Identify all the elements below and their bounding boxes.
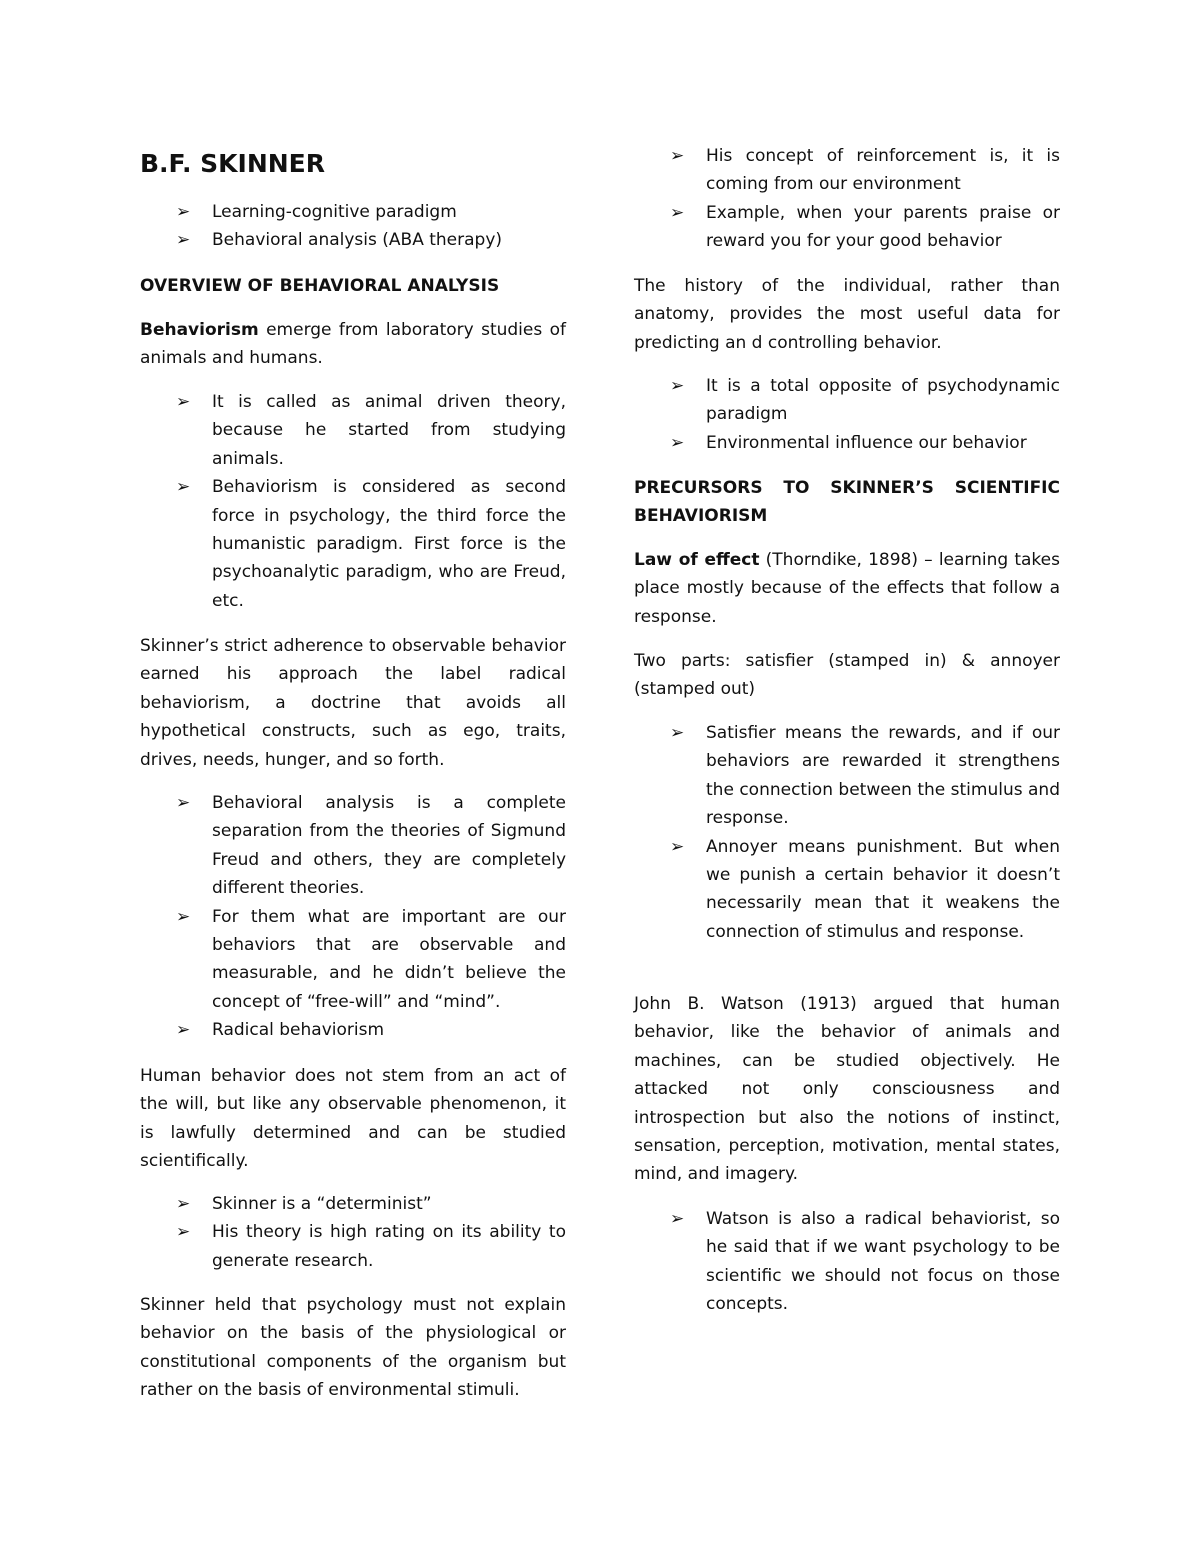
- overview-heading: OVERVIEW OF BEHAVIORAL ANALYSIS: [140, 276, 500, 296]
- arrow-bullet-icon: ➢: [176, 1194, 191, 1214]
- watson-paragraph: John B. Watson (1913) argued that human behavior, like the behavior of animals and machines, can be studied objectively. He attacked not only consciousness and introspection but also the notions of instinct, sensation, perception, motivation, mental states, mind, and imagery.: [634, 994, 1060, 1185]
- two-parts-bullet-list: [634, 719, 1060, 946]
- list-item: ➢ Environmental influence our behavior: [634, 429, 1060, 457]
- list-item: ➢ Learning-cognitive paradigm: [140, 198, 566, 226]
- intro-bullet-list: [140, 198, 566, 255]
- arrow-bullet-icon: ➢: [176, 1020, 191, 1041]
- list-item: ➢ Radical behaviorism: [140, 1016, 566, 1044]
- two-parts-paragraph: Two parts: satisfier (stamped in) & annoyer (stamped out): [634, 651, 1060, 700]
- arrow-bullet-icon: ➢: [176, 1222, 191, 1243]
- history-paragraph: The history of the individual, rather than anatomy, provides the most useful data for predicting an d controlling behavior.: [634, 276, 1060, 353]
- list-item: ➢ Behaviorism is considered as second force in psychology, the third force the humanistic paradigm. First force is the psychoanalytic paradigm, who are Freud, etc.: [140, 473, 566, 615]
- adherence-bullet-list: [140, 789, 566, 1045]
- list-item: ➢ Skinner is a “determinist”: [140, 1190, 566, 1218]
- watson-bullet-list: [634, 1205, 1060, 1319]
- human-bullet-list: [140, 1190, 566, 1275]
- arrow-bullet-icon: ➢: [176, 392, 191, 412]
- behaviorism-bullet-list: [140, 388, 566, 615]
- arrow-bullet-icon: ➢: [670, 146, 685, 166]
- list-item: ➢ It is a total opposite of psychodynamic paradigm: [634, 372, 1060, 429]
- skinner-held-paragraph: Skinner held that psychology must not explain behavior on the basis of the physiological or constitutional components of the organism but rather on the basis of environmental stimuli.: [140, 1295, 566, 1401]
- list-item: ➢ Example, when your parents praise or reward you for your good behavior: [634, 199, 1060, 256]
- arrow-bullet-icon: ➢: [670, 723, 685, 743]
- behaviorism-paragraph: Behaviorism emerge from laboratory studies of animals and humans.: [140, 320, 566, 369]
- arrow-bullet-icon: ➢: [176, 202, 191, 222]
- list-item: ➢ His theory is high rating on its ability to generate research.: [140, 1218, 566, 1275]
- arrow-bullet-icon: ➢: [176, 477, 191, 498]
- list-item: ➢ It is called as animal driven theory, because he started from studying animals.: [140, 388, 566, 473]
- human-behavior-paragraph: Human behavior does not stem from an act of the will, but like any observable phenomenon, it is lawfully determined and can be studied scientifically.: [140, 1066, 566, 1172]
- arrow-bullet-icon: ➢: [670, 202, 685, 223]
- list-item: ➢ For them what are important are our behaviors that are observable and measurable, and he didn’t believe the concept of “free-will” and “mind”.: [140, 903, 566, 1017]
- list-item: ➢ Annoyer means punishment. But when we punish a certain behavior it doesn’t necessarily mean that it weakens the connection of stimulus and response.: [634, 833, 1060, 947]
- list-item: ➢ Behavioral analysis (ABA therapy): [140, 226, 566, 254]
- arrow-bullet-icon: ➢: [670, 836, 685, 857]
- list-item: ➢ Watson is also a radical behaviorist, so he said that if we want psychology to be scientific we should not focus on those concepts.: [634, 1205, 1060, 1319]
- arrow-bullet-icon: ➢: [670, 1209, 685, 1229]
- arrow-bullet-icon: ➢: [670, 376, 685, 396]
- arrow-bullet-icon: ➢: [176, 906, 191, 927]
- law-of-effect-paragraph: Law of effect (Thorndike, 1898) – learning takes place mostly because of the effects that follow a response.: [634, 550, 1060, 627]
- arrow-bullet-icon: ➢: [670, 432, 685, 453]
- arrow-bullet-icon: ➢: [176, 793, 191, 813]
- list-item: ➢ His concept of reinforcement is, it is coming from our environment: [634, 142, 1060, 199]
- adherence-paragraph: Skinner’s strict adherence to observable behavior earned his approach the label radical behaviorism, a doctrine that avoids all hypothetical constructs, such as ego, traits, drives, needs, hunger, and so forth.: [140, 636, 566, 770]
- precursors-heading: PRECURSORS TO SKINNER’S SCIENTIFIC BEHAVIORISM: [634, 478, 1060, 527]
- page-title: B.F. SKINNER: [140, 149, 326, 178]
- list-item: ➢ Satisfier means the rewards, and if our behaviors are rewarded it strengthens the connection between the stimulus and response.: [634, 719, 1060, 833]
- history-bullet-list: [634, 372, 1060, 457]
- arrow-bullet-icon: ➢: [176, 230, 191, 251]
- reinforcement-bullet-list: [634, 142, 1060, 256]
- list-item: ➢ Behavioral analysis is a complete separation from the theories of Sigmund Freud and others, they are completely different theories.: [140, 789, 566, 903]
